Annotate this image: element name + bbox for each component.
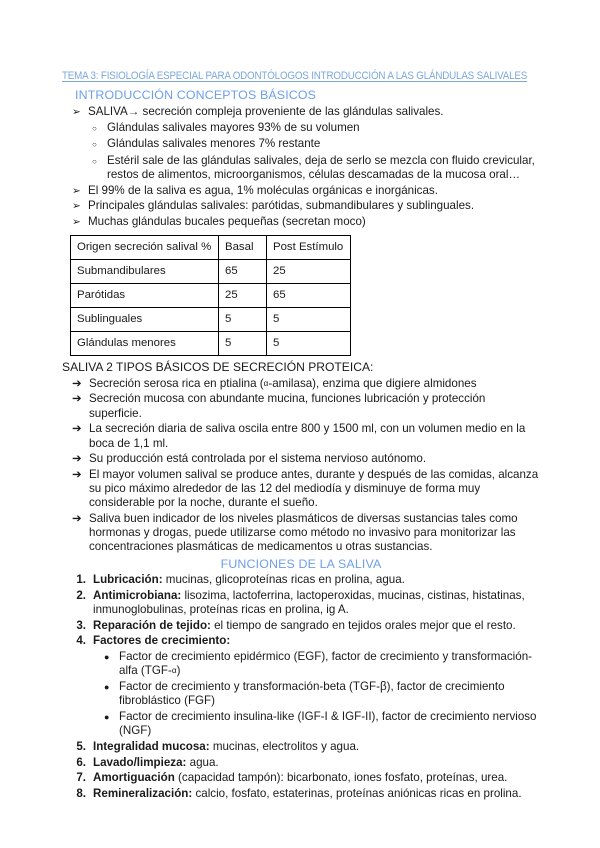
list-item-body: mucinas, electrolitos y agua. — [209, 739, 360, 753]
list-number: 3. — [76, 618, 86, 632]
table-cell: 25 — [219, 284, 267, 308]
list-item-text: El mayor volumen salival se produce antes, durante y después de las comidas, alcanza su pico máximo alrededor de las 12 del mediodía y disminuye de forma muy considerable por la noche, durante el sueño. — [89, 467, 539, 510]
list-item-body: (capacidad tampón): bicarbonato, iones fosfato, proteínas, urea. — [174, 771, 508, 785]
list-item — [72, 105, 540, 119]
list-item-text: Glándulas salivales mayores 93% de su volumen — [107, 120, 360, 134]
list-item — [64, 740, 540, 754]
table-cell: 65 — [267, 284, 351, 308]
list-item-text: Factor de crecimiento epidérmico (EGF), factor de crecimiento y transformación-alfa (TGF-α) — [119, 650, 533, 678]
section-secrecion-list — [62, 377, 540, 555]
alpha-symbol: α — [263, 378, 269, 388]
list-number: 6. — [76, 755, 86, 769]
list-item-text: SALIVA→ secreción compleja proveniente de las glándulas salivales. — [88, 105, 444, 118]
table-header-cell: Origen secreción salival % — [71, 236, 219, 260]
list-item-text: Su producción está controlada por el sistema nervioso autónomo. — [89, 452, 427, 466]
table-cell: 5 — [219, 332, 267, 356]
table-cell: 5 — [267, 308, 351, 332]
list-item-text: Factor de crecimiento y transformación-beta (TGF-β), factor de crecimiento fibroblástico (FGF) — [119, 680, 505, 708]
list-item-body: calcio, fosfato, estaterinas, proteínas aniónicas ricas en prolina. — [192, 787, 522, 800]
table-header-cell: Basal — [219, 236, 267, 260]
section-heading-secrecion-proteica: SALIVA 2 TIPOS BÁSICOS DE SECRECIÓN PROTEICA: — [62, 360, 374, 375]
list-item — [104, 650, 540, 678]
list-item — [104, 710, 540, 738]
list-item — [64, 589, 540, 617]
list-item-label: Lavado/limpieza: — [93, 755, 187, 769]
right-arrow-bullet-icon: ➔ — [72, 513, 82, 526]
list-item — [64, 634, 540, 648]
alpha-symbol: α — [171, 666, 177, 676]
right-arrow-bullet-icon: ➔ — [72, 377, 82, 390]
list-item — [72, 452, 540, 466]
list-item-text: Muchas glándulas bucales pequeñas (secretan moco) — [88, 215, 366, 229]
table-cell: 5 — [219, 308, 267, 332]
table-header-row — [71, 236, 351, 260]
table-cell: Glándulas menores — [71, 332, 219, 356]
list-item-text: Secreción mucosa con abundante mucina, funciones lubricación y protección superficie. — [89, 392, 486, 420]
list-number: 8. — [76, 787, 86, 800]
list-item — [72, 468, 540, 511]
list-number: 2. — [76, 588, 86, 602]
list-item — [72, 215, 540, 229]
list-item-text — [93, 740, 540, 754]
list-number: 7. — [76, 771, 86, 785]
list-item — [92, 154, 540, 182]
list-item — [92, 121, 540, 136]
list-item-text: Estéril sale de las glándulas salivales, deja de serlo se mezcla con fluido crevicular, restos de alimentos, microorganismos, células descamadas de la mucosa oral… — [107, 153, 535, 181]
list-item-label: Antimicrobiana: — [93, 588, 182, 602]
right-arrow-bullet-icon: ➔ — [72, 468, 82, 481]
list-item — [72, 184, 540, 198]
list-number: 4. — [76, 634, 86, 648]
table-header-cell: Post Estímulo — [267, 236, 351, 260]
list-item — [72, 377, 540, 391]
list-item-text: El 99% de la saliva es agua, 1% moléculas orgánicas e inorgánicas. — [88, 183, 438, 197]
secretion-table — [70, 235, 351, 356]
table-cell: Parótidas — [71, 284, 219, 308]
arrowhead-bullet-icon: ➢ — [72, 184, 81, 197]
list-item-label: Reparación de tejido: — [93, 618, 211, 632]
table-cell: Submandibulares — [71, 260, 219, 284]
table-row — [71, 284, 351, 308]
list-item-text — [93, 589, 540, 617]
list-item — [64, 756, 540, 770]
list-number: 1. — [76, 573, 86, 587]
list-item-text: Principales glándulas salivales: parótidas, submandibulares y sublinguales. — [88, 199, 475, 213]
list-item-label: Integralidad mucosa: — [93, 739, 210, 753]
table-row — [71, 332, 351, 356]
list-item-text: Glándulas salivales menores 7% restante — [107, 137, 321, 151]
section-heading-introduccion: INTRODUCCIÓN CONCEPTOS BÁSICOS — [75, 88, 317, 102]
right-arrow-bullet-icon: ➔ — [72, 423, 82, 436]
arrowhead-bullet-icon: ➢ — [72, 200, 81, 213]
circle-bullet-icon: ○ — [92, 140, 97, 150]
list-item-body: lisozima, lactoferrina, lactoperoxidas, mucinas, cistinas, histatinas, inmunoglobulinas, proteínas ricas en prolina, ig A. — [93, 588, 525, 617]
list-item-text — [93, 573, 540, 587]
list-item — [72, 392, 540, 420]
list-item-body: agua. — [186, 755, 219, 769]
list-item-text — [93, 619, 540, 633]
dot-bullet-icon: ● — [104, 711, 110, 722]
list-item — [64, 787, 540, 801]
arrowhead-bullet-icon: ➢ — [72, 106, 81, 118]
section-introduccion-list — [62, 105, 540, 229]
list-item-text — [93, 756, 540, 770]
list-item — [64, 619, 540, 633]
circle-bullet-icon: ○ — [92, 123, 97, 133]
list-item-label: Lubricación: — [93, 573, 163, 587]
section-heading-funciones: FUNCIONES DE LA SALIVA — [220, 556, 382, 571]
list-item — [64, 771, 540, 785]
table-row — [71, 308, 351, 332]
list-item-label: Factores de crecimiento: — [93, 634, 231, 648]
dot-bullet-icon: ● — [104, 652, 110, 663]
list-item — [72, 422, 540, 450]
list-item-text: Factor de crecimiento insulina-like (IGF-I & IGF-II), factor de crecimiento nervioso (NGF) — [119, 709, 537, 738]
circle-bullet-icon: ○ — [92, 156, 97, 166]
arrowhead-bullet-icon: ➢ — [72, 216, 81, 229]
list-item — [64, 573, 540, 587]
right-arrow-bullet-icon: ➔ — [72, 393, 82, 406]
table-row — [71, 260, 351, 284]
section-funciones-list — [62, 573, 540, 801]
table-cell: 65 — [219, 260, 267, 284]
list-number: 5. — [76, 739, 86, 753]
list-item-text — [93, 771, 540, 785]
list-item-text: Secreción serosa rica en ptialina (α-amilasa), enzima que digiere almidones — [89, 376, 477, 390]
list-item-text — [93, 787, 540, 801]
table-cell: Sublinguales — [71, 308, 219, 332]
list-item-label: Amortiguación — [93, 771, 175, 785]
right-arrow-bullet-icon: ➔ — [72, 453, 82, 466]
document-title: TEMA 3: FISIOLOGÍA ESPECIAL PARA ODONTÓLOGOS INTRODUCCIÓN A LAS GLÁNDULAS SALIVALES — [62, 70, 528, 82]
list-item-body: mucinas, glicoproteínas ricas en prolina, agua. — [162, 573, 405, 587]
list-item-text: Saliva buen indicador de los niveles plasmáticos de diversas sustancias tales como hormonas y drogas, puede utilizarse como método no invasivo para monitorizar las concentraciones plasmáticas de medicamentos u otras sustancias. — [89, 512, 518, 554]
list-item-text: La secreción diaria de saliva oscila entre 800 y 1500 ml, con un volumen medio en la boca de 1,1 ml. — [89, 422, 526, 450]
document-content — [62, 70, 540, 801]
list-item — [72, 199, 540, 213]
table-cell: 5 — [267, 332, 351, 356]
dot-bullet-icon: ● — [104, 682, 110, 693]
list-item-label: Remineralización: — [93, 787, 193, 800]
list-item — [92, 137, 540, 152]
list-item-body: el tiempo de sangrado en tejidos orales mejor que el resto. — [210, 618, 516, 632]
secretion-table-wrapper — [70, 235, 540, 356]
list-item — [72, 512, 540, 555]
list-item-text — [93, 634, 540, 648]
list-item — [104, 680, 540, 708]
table-cell: 25 — [267, 260, 351, 284]
